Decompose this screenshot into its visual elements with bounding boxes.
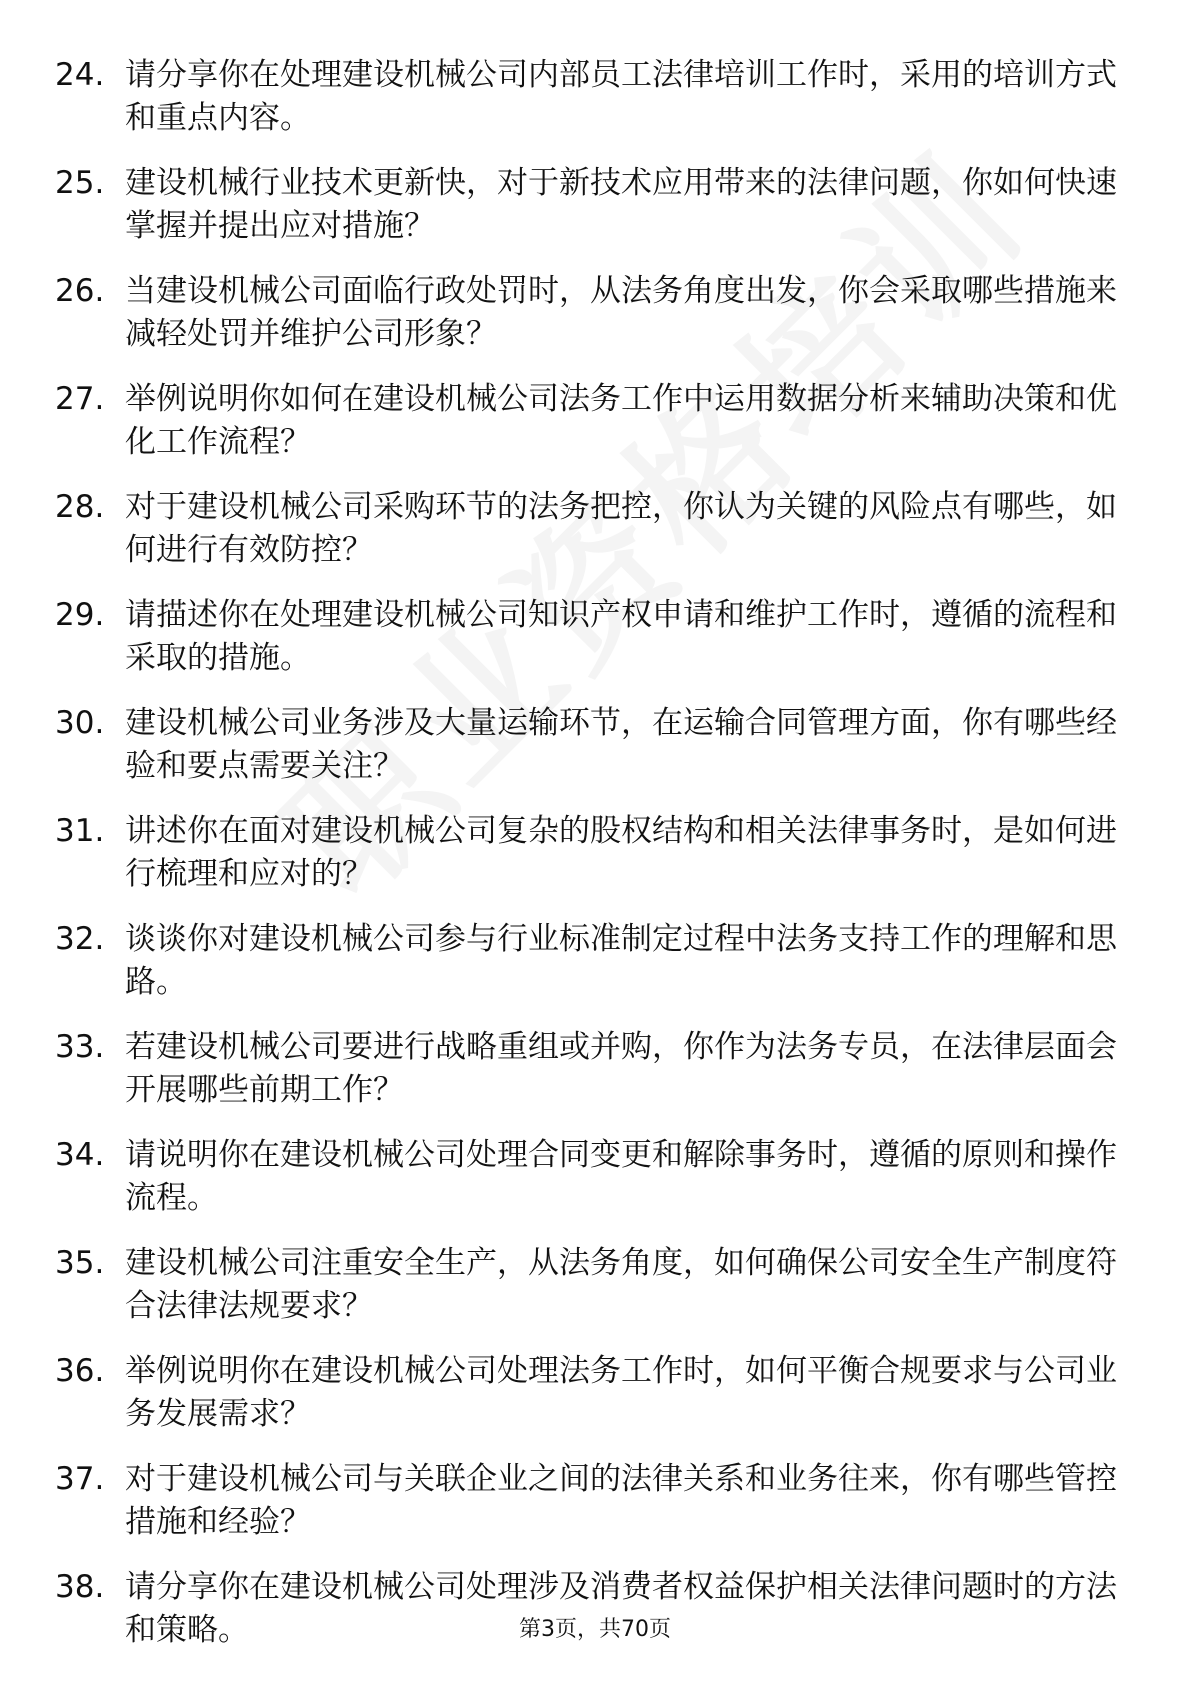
question-number: 24. [55, 57, 105, 93]
question-number: 27. [55, 381, 105, 417]
question-number: 25. [55, 165, 105, 201]
question-number: 34. [55, 1137, 105, 1173]
question-text: 建设机械行业技术更新快，对于新技术应用带来的法律问题，你如何快速掌握并提出应对措施？ [125, 165, 1117, 244]
list-item [55, 162, 1125, 248]
question-number: 36. [55, 1353, 105, 1389]
question-text: 对于建设机械公司采购环节的法务把控，你认为关键的风险点有哪些，如何进行有效防控？ [125, 489, 1117, 568]
page-footer [0, 1612, 1190, 1643]
list-item [55, 1134, 1125, 1220]
question-text: 谈谈你对建设机械公司参与行业标准制定过程中法务支持工作的理解和思路。 [125, 921, 1117, 1000]
question-text: 请分享你在处理建设机械公司内部员工法律培训工作时，采用的培训方式和重点内容。 [125, 57, 1117, 136]
question-text: 当建设机械公司面临行政处罚时，从法务角度出发，你会采取哪些措施来减轻处罚并维护公司形象？ [125, 273, 1117, 352]
list-item [55, 1242, 1125, 1328]
list-item [55, 486, 1125, 572]
question-text: 举例说明你如何在建设机械公司法务工作中运用数据分析来辅助决策和优化工作流程？ [125, 381, 1117, 460]
question-number: 28. [55, 489, 105, 525]
list-item [55, 1026, 1125, 1112]
question-text: 请描述你在处理建设机械公司知识产权申请和维护工作时，遵循的流程和采取的措施。 [125, 597, 1117, 676]
question-number: 26. [55, 273, 105, 309]
question-number: 35. [55, 1245, 105, 1281]
question-text: 对于建设机械公司与关联企业之间的法律关系和业务往来，你有哪些管控措施和经验？ [125, 1461, 1117, 1540]
question-number: 32. [55, 921, 105, 957]
question-text: 讲述你在面对建设机械公司复杂的股权结构和相关法律事务时，是如何进行梳理和应对的？ [125, 813, 1117, 892]
list-item [55, 54, 1125, 140]
question-number: 38. [55, 1569, 105, 1605]
list-item [55, 918, 1125, 1004]
page-number: 第3页，共70页 [519, 1617, 671, 1642]
question-text: 若建设机械公司要进行战略重组或并购，你作为法务专员，在法律层面会开展哪些前期工作？ [125, 1029, 1117, 1108]
question-text: 建设机械公司注重安全生产，从法务角度，如何确保公司安全生产制度符合法律法规要求？ [125, 1245, 1117, 1324]
question-text: 举例说明你在建设机械公司处理法务工作时，如何平衡合规要求与公司业务发展需求？ [125, 1353, 1117, 1432]
list-item [55, 378, 1125, 464]
question-number: 31. [55, 813, 105, 849]
list-item [55, 702, 1125, 788]
list-item [55, 810, 1125, 896]
question-list [55, 54, 1125, 1674]
list-item [55, 594, 1125, 680]
list-item [55, 1350, 1125, 1436]
question-text: 建设机械公司业务涉及大量运输环节，在运输合同管理方面，你有哪些经验和要点需要关注？ [125, 705, 1117, 784]
list-item [55, 1458, 1125, 1544]
question-number: 37. [55, 1461, 105, 1497]
question-text: 请说明你在建设机械公司处理合同变更和解除事务时，遵循的原则和操作流程。 [125, 1137, 1117, 1216]
question-text: 请分享你在建设机械公司处理涉及消费者权益保护相关法律问题时的方法和策略。 [125, 1569, 1117, 1648]
list-item [55, 270, 1125, 356]
question-number: 30. [55, 705, 105, 741]
question-number: 33. [55, 1029, 105, 1065]
question-number: 29. [55, 597, 105, 633]
